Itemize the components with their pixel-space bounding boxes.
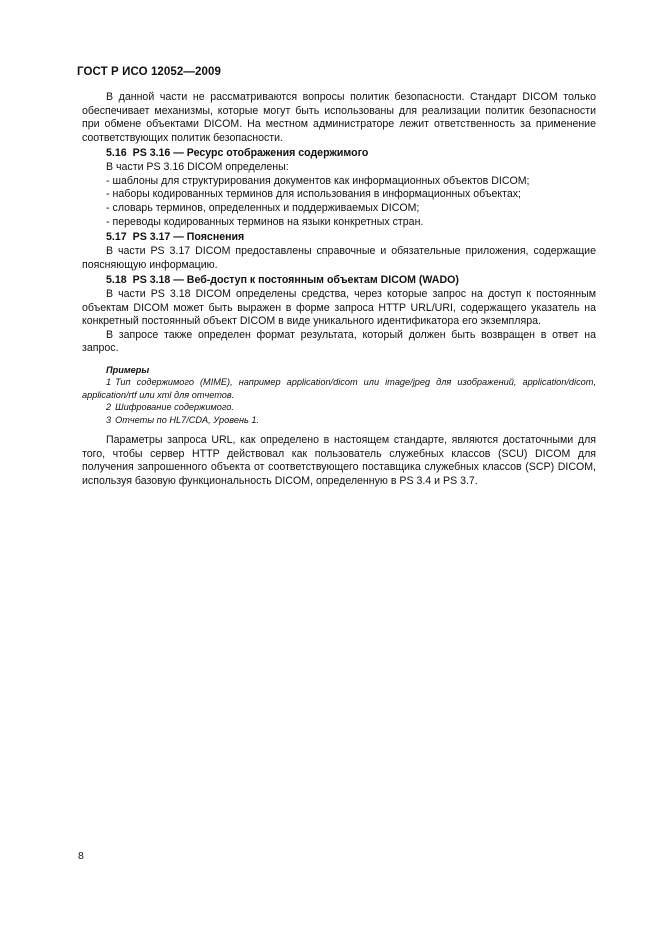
page-body — [82, 91, 596, 488]
section-number: 5.17 — [106, 231, 127, 244]
list-item — [82, 188, 596, 202]
final-paragraph: Параметры запроса URL, как определено в настоящем стандарте, являются достаточными для того, чтобы сервер HTTP действовал как пользователь служебных классов (SCU) DICOM для получения запрошенного объекта от соответствующего поставщика служебных классов (SCP) DICOM, используя базовую функциональность DICOM, определенную в PS 3.4 и PS 3.7. — [82, 433, 596, 487]
section-heading-5-17 — [82, 231, 596, 245]
section-title: PS 3.18 — Веб-доступ к постоянным объектам DICOM (WADO) — [132, 274, 459, 287]
example-item — [82, 376, 596, 401]
example-number: 2 — [106, 402, 112, 413]
list-item-text: шаблоны для структурирования документов как информационных объектов DICOM; — [112, 174, 530, 187]
section-heading-5-16 — [82, 147, 596, 161]
section-heading-5-18 — [82, 274, 596, 288]
intro-paragraph: В данной части не рассматриваются вопросы политик безопасности. Стандарт DICOM только обеспечивает механизмы, которые могут быть использованы для реализации политик безопасности при обмене объектами DICOM. На местном администраторе лежит ответственность за применение соответствующих политик безопасности. — [82, 91, 596, 144]
section-title: PS 3.17 — Пояснения — [132, 231, 245, 244]
section-paragraph: В части PS 3.17 DICOM предоставлены справочные и обязательные приложения, содержащие поясняющую информацию. — [82, 244, 596, 271]
examples-title: Примеры — [106, 364, 150, 375]
section-number: 5.18 — [106, 274, 127, 287]
example-number: 1 — [106, 377, 112, 388]
list-item — [82, 175, 596, 189]
section-intro: В части PS 3.16 DICOM определены: — [106, 161, 289, 174]
example-text: Отчеты по HL7/CDA, Уровень 1. — [115, 414, 260, 425]
dash-bullet: - — [106, 188, 110, 201]
dash-bullet: - — [106, 215, 110, 228]
document-header: ГОСТ Р ИСО 12052—2009 — [77, 66, 222, 78]
section-title: PS 3.16 — Ресурс отображения содержимого — [132, 147, 369, 160]
list-item — [82, 216, 596, 230]
section-paragraph: В запросе также определен формат результата, который должен быть возвращен в ответ на запрос. — [82, 328, 596, 355]
example-item — [82, 414, 596, 426]
example-text: Тип содержимого (MIME), например application/dicom или image/jpeg для изображений, application/dicom, application/rtf или xml для отчетов. — [82, 377, 596, 400]
dash-bullet: - — [106, 201, 110, 214]
examples-block — [82, 364, 596, 426]
dash-bullet: - — [106, 174, 110, 187]
list-item — [82, 202, 596, 216]
list-item-text: переводы кодированных терминов на языки конкретных стран. — [112, 215, 424, 228]
section-number: 5.16 — [106, 147, 127, 160]
example-number: 3 — [106, 414, 112, 425]
list-item-text: словарь терминов, определенных и поддерживаемых DICOM; — [112, 201, 420, 214]
example-text: Шифрование содержимого. — [115, 402, 234, 413]
list-item-text: наборы кодированных терминов для использования в информационных объектах; — [112, 188, 521, 201]
page-number: 8 — [78, 850, 84, 862]
section-paragraph: В части PS 3.18 DICOM определены средства, через которые запрос на доступ к постоянным объектам DICOM может быть выражен в форме запроса HTTP URL/URI, содержащего указатель на конкретный постоянный объект DICOM в виде уникального идентификатора его экземпляра. — [82, 287, 596, 328]
example-item — [82, 401, 596, 413]
